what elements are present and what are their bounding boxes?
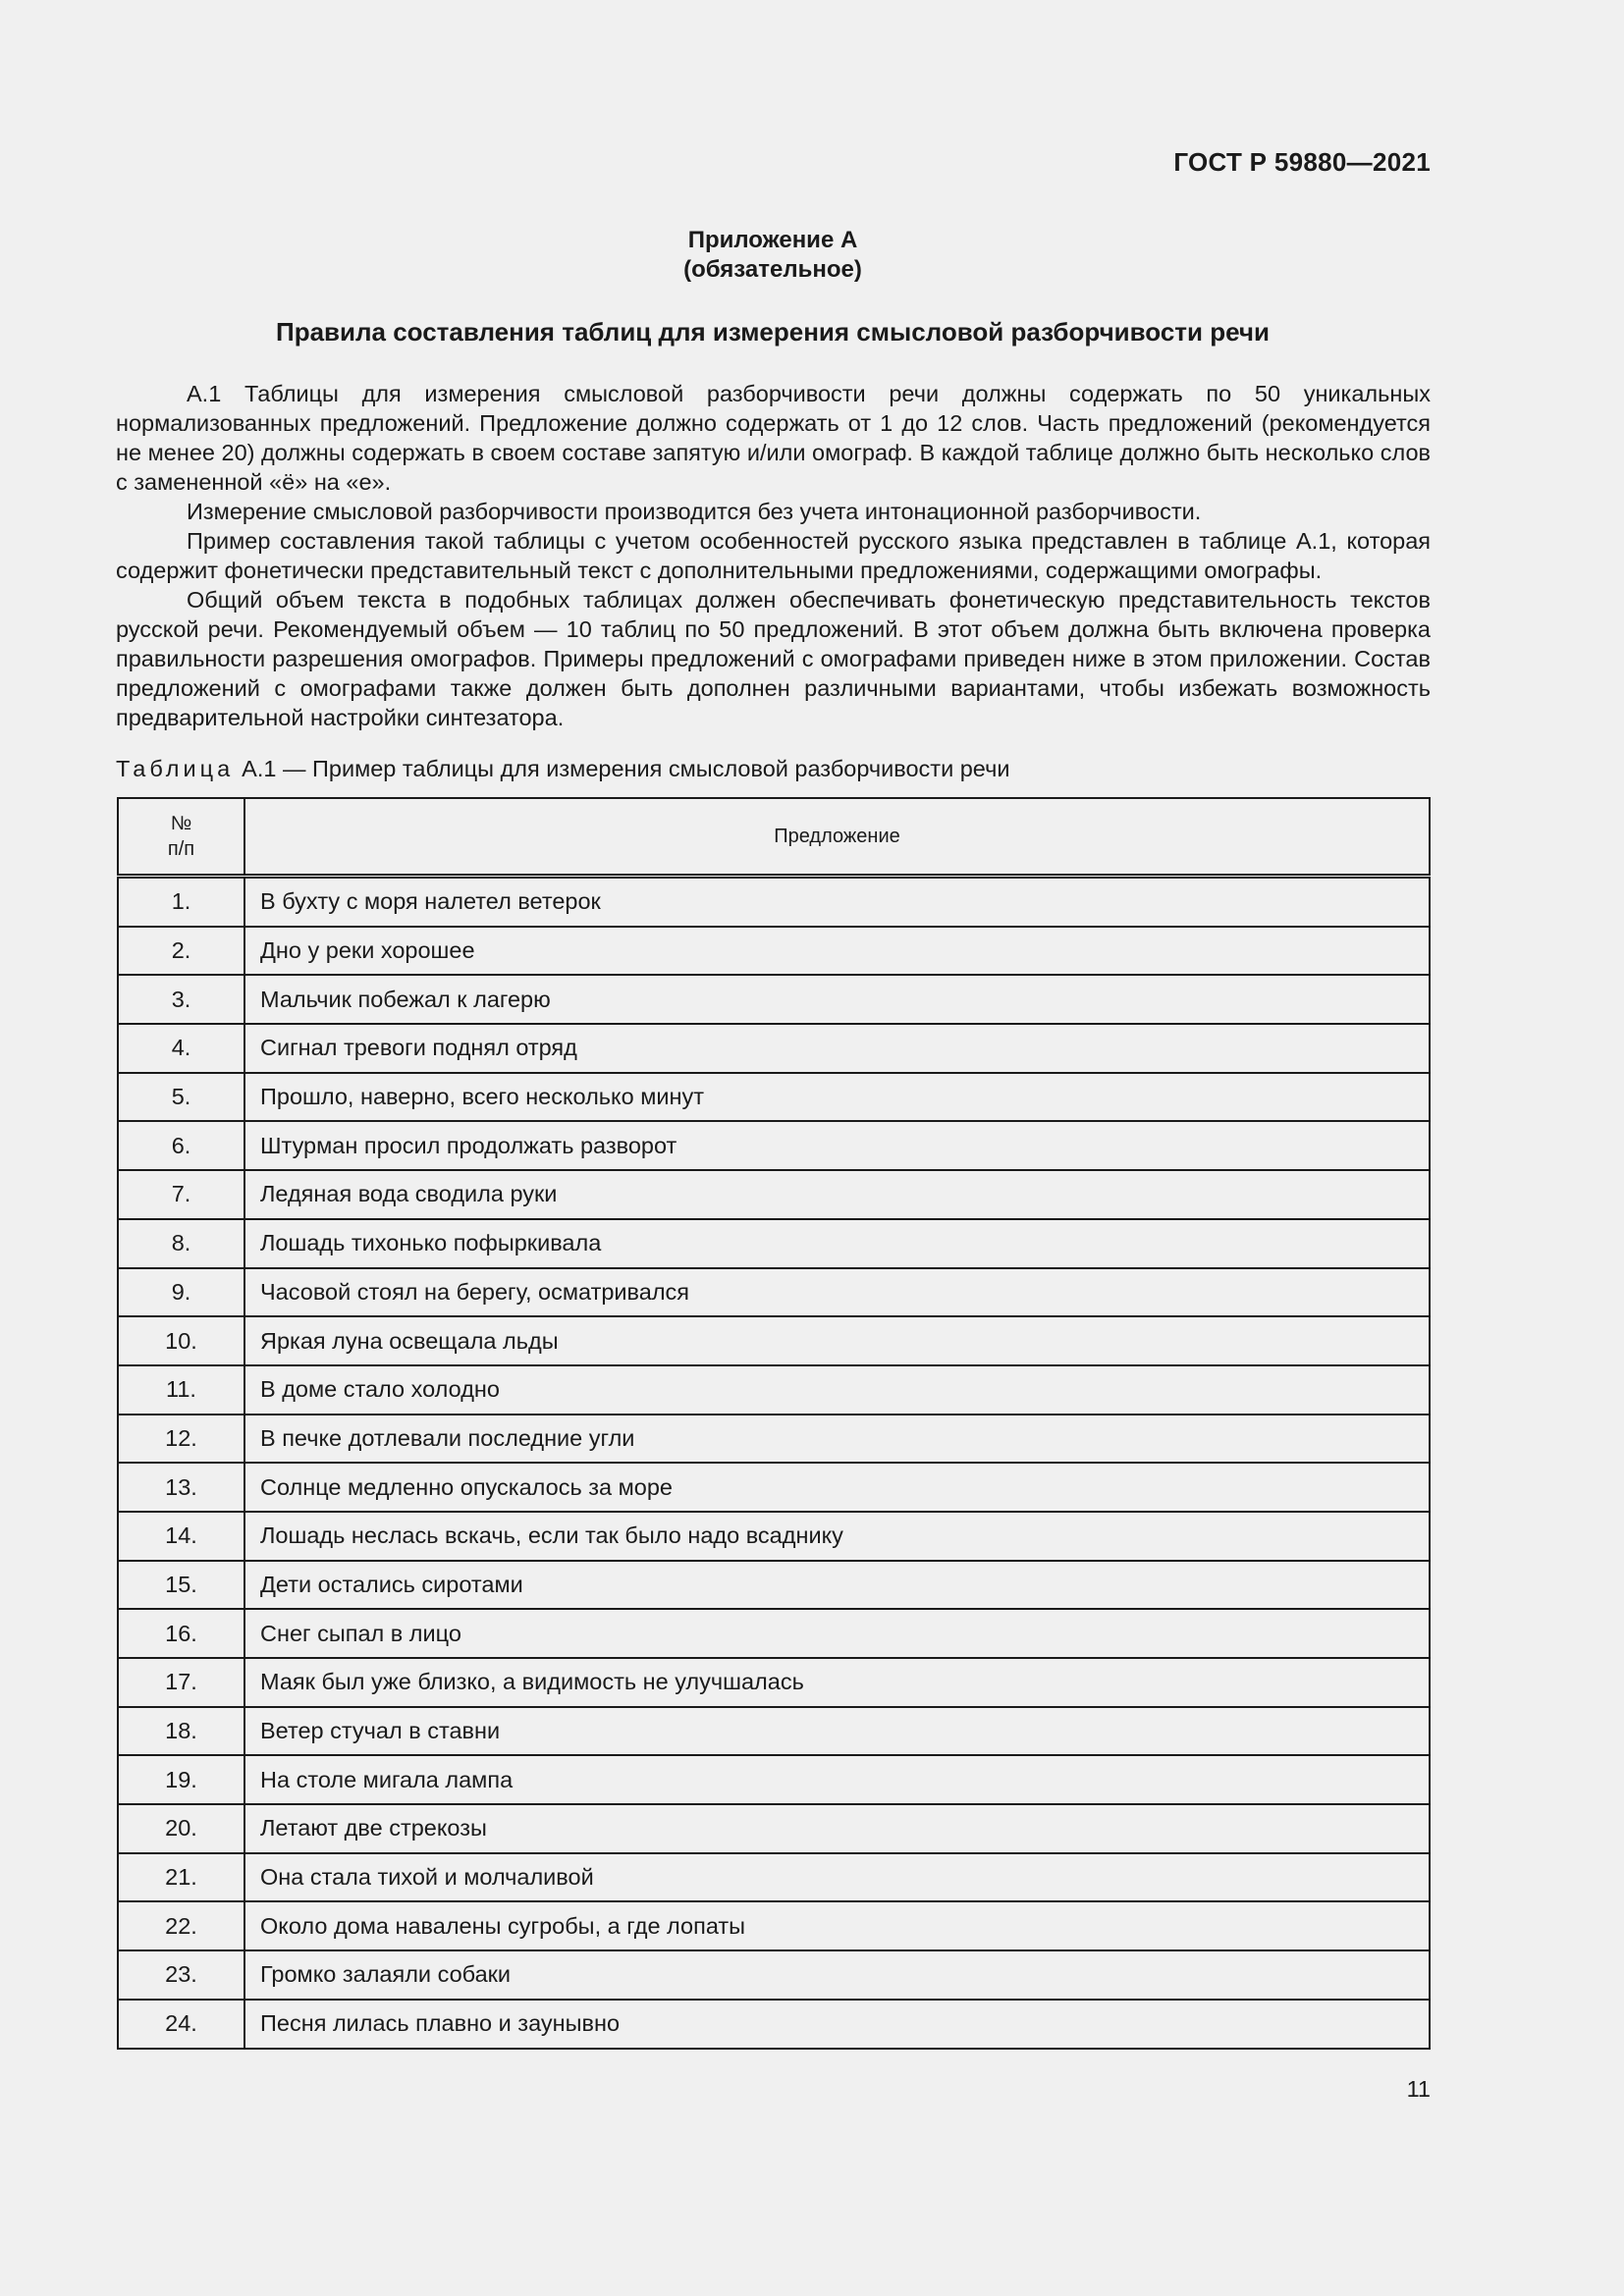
- row-number: 1.: [118, 877, 244, 927]
- row-sentence: Лошадь тихонько пофыркивала: [244, 1219, 1430, 1268]
- row-sentence: Дно у реки хорошее: [244, 927, 1430, 976]
- row-number: 17.: [118, 1658, 244, 1707]
- row-sentence: В печке дотлевали последние угли: [244, 1415, 1430, 1464]
- table-body: [118, 877, 1430, 2049]
- appendix-label: Приложение А: [687, 227, 858, 253]
- table-row: [118, 1561, 1430, 1610]
- row-sentence: Сигнал тревоги поднял отряд: [244, 1024, 1430, 1073]
- table-row: [118, 975, 1430, 1024]
- row-sentence: Дети остались сиротами: [244, 1561, 1430, 1610]
- row-number: 11.: [118, 1365, 244, 1415]
- appendix-title: [116, 226, 1430, 285]
- table-row: [118, 1609, 1430, 1658]
- section-heading: Правила составления таблиц для измерения смысловой разборчивости речи: [276, 317, 1270, 347]
- table-row: [118, 1024, 1430, 1073]
- table-row: [118, 1463, 1430, 1512]
- row-number: 23.: [118, 1950, 244, 2000]
- table-row: [118, 1950, 1430, 2000]
- row-sentence: В доме стало холодно: [244, 1365, 1430, 1415]
- row-number: 19.: [118, 1755, 244, 1804]
- row-number: 6.: [118, 1121, 244, 1170]
- row-number: 24.: [118, 2000, 244, 2049]
- row-number: 16.: [118, 1609, 244, 1658]
- row-number: 5.: [118, 1073, 244, 1122]
- table-caption-text: А.1 — Пример таблицы для измерения смысловой разборчивости речи: [242, 756, 1010, 781]
- row-sentence: Песня лилась плавно и заунывно: [244, 2000, 1430, 2049]
- row-sentence: Яркая луна освещала льды: [244, 1316, 1430, 1365]
- table-caption: [116, 756, 1009, 782]
- paragraph: Пример составления такой таблицы с учетом особенностей русского языка представлен в таблице А.1, которая содержит фонетически представительный текст с дополнительными предложениями, содержащими омографы.: [116, 528, 1431, 583]
- row-sentence: Лошадь неслась вскачь, если так было надо всаднику: [244, 1512, 1430, 1561]
- row-number: 3.: [118, 975, 244, 1024]
- row-number: 10.: [118, 1316, 244, 1365]
- standard-number: ГОСТ Р 59880—2021: [1173, 147, 1431, 177]
- table-row: [118, 1901, 1430, 1950]
- row-sentence: Снег сыпал в лицо: [244, 1609, 1430, 1658]
- table-row: [118, 1219, 1430, 1268]
- table-caption-label: Таблица: [116, 756, 235, 781]
- table-row: [118, 1853, 1430, 1902]
- table-row: [118, 1268, 1430, 1317]
- row-sentence: Часовой стоял на берегу, осматривался: [244, 1268, 1430, 1317]
- row-number: 12.: [118, 1415, 244, 1464]
- table-row: [118, 1365, 1430, 1415]
- table-row: [118, 1415, 1430, 1464]
- paragraph: Измерение смысловой разборчивости производится без учета интонационной разборчивости.: [187, 499, 1202, 524]
- row-sentence: Летают две стрекозы: [244, 1804, 1430, 1853]
- row-sentence: Прошло, наверно, всего несколько минут: [244, 1073, 1430, 1122]
- page-number: 11: [1406, 2076, 1431, 2102]
- paragraph: А.1 Таблицы для измерения смысловой разборчивости речи должны содержать по 50 уникальных нормализованных предложений. Предложение должно содержать от 1 до 12 слов. Часть предложений (рекомендуется не менее 20) должны содержать в своем составе запятую и/или омограф. В каждой таблице должно быть несколько слов с замененной «ё» на «е».: [116, 381, 1431, 495]
- row-number: 9.: [118, 1268, 244, 1317]
- row-sentence: Ветер стучал в ставни: [244, 1707, 1430, 1756]
- row-number: 15.: [118, 1561, 244, 1610]
- body-text: [116, 379, 1431, 732]
- row-sentence: Громко залаяли собаки: [244, 1950, 1430, 2000]
- header-number-abbr: п/п: [167, 838, 195, 860]
- table-row: [118, 1512, 1430, 1561]
- row-sentence: В бухту с моря налетел ветерок: [244, 877, 1430, 927]
- table-row: [118, 927, 1430, 976]
- row-number: 7.: [118, 1170, 244, 1219]
- table-row: [118, 1804, 1430, 1853]
- table-row: [118, 1121, 1430, 1170]
- row-sentence: Штурман просил продолжать разворот: [244, 1121, 1430, 1170]
- table-row: [118, 1170, 1430, 1219]
- row-number: 14.: [118, 1512, 244, 1561]
- table-row: [118, 1658, 1430, 1707]
- row-number: 8.: [118, 1219, 244, 1268]
- table-header-row: [118, 798, 1430, 877]
- header-number: [118, 798, 244, 877]
- row-number: 18.: [118, 1707, 244, 1756]
- table-row: [118, 1707, 1430, 1756]
- row-sentence: На столе мигала лампа: [244, 1755, 1430, 1804]
- header-sentence: Предложение: [244, 798, 1430, 877]
- row-number: 13.: [118, 1463, 244, 1512]
- row-sentence: Около дома навалены сугробы, а где лопаты: [244, 1901, 1430, 1950]
- header-number-symbol: №: [170, 813, 192, 834]
- row-sentence: Ледяная вода сводила руки: [244, 1170, 1430, 1219]
- row-number: 2.: [118, 927, 244, 976]
- sentence-table: [117, 797, 1431, 2050]
- row-sentence: Маяк был уже близко, а видимость не улучшалась: [244, 1658, 1430, 1707]
- row-sentence: Мальчик побежал к лагерю: [244, 975, 1430, 1024]
- table-row: [118, 1073, 1430, 1122]
- appendix-status: (обязательное): [683, 256, 862, 283]
- paragraph: Общий объем текста в подобных таблицах должен обеспечивать фонетическую представительность текстов русской речи. Рекомендуемый объем — 10 таблиц по 50 предложений. В этот объем должна быть включена проверка правильности разрешения омографов. Примеры предложений с омографами приведен ниже в этом приложении. Состав предложений с омографами также должен быть дополнен различными вариантами, чтобы избежать возможность предварительной настройки синтезатора.: [116, 587, 1431, 730]
- table-row: [118, 877, 1430, 927]
- row-number: 20.: [118, 1804, 244, 1853]
- row-number: 22.: [118, 1901, 244, 1950]
- row-number: 21.: [118, 1853, 244, 1902]
- table-row: [118, 2000, 1430, 2049]
- table-row: [118, 1755, 1430, 1804]
- row-sentence: Солнце медленно опускалось за море: [244, 1463, 1430, 1512]
- table-row: [118, 1316, 1430, 1365]
- row-number: 4.: [118, 1024, 244, 1073]
- row-sentence: Она стала тихой и молчаливой: [244, 1853, 1430, 1902]
